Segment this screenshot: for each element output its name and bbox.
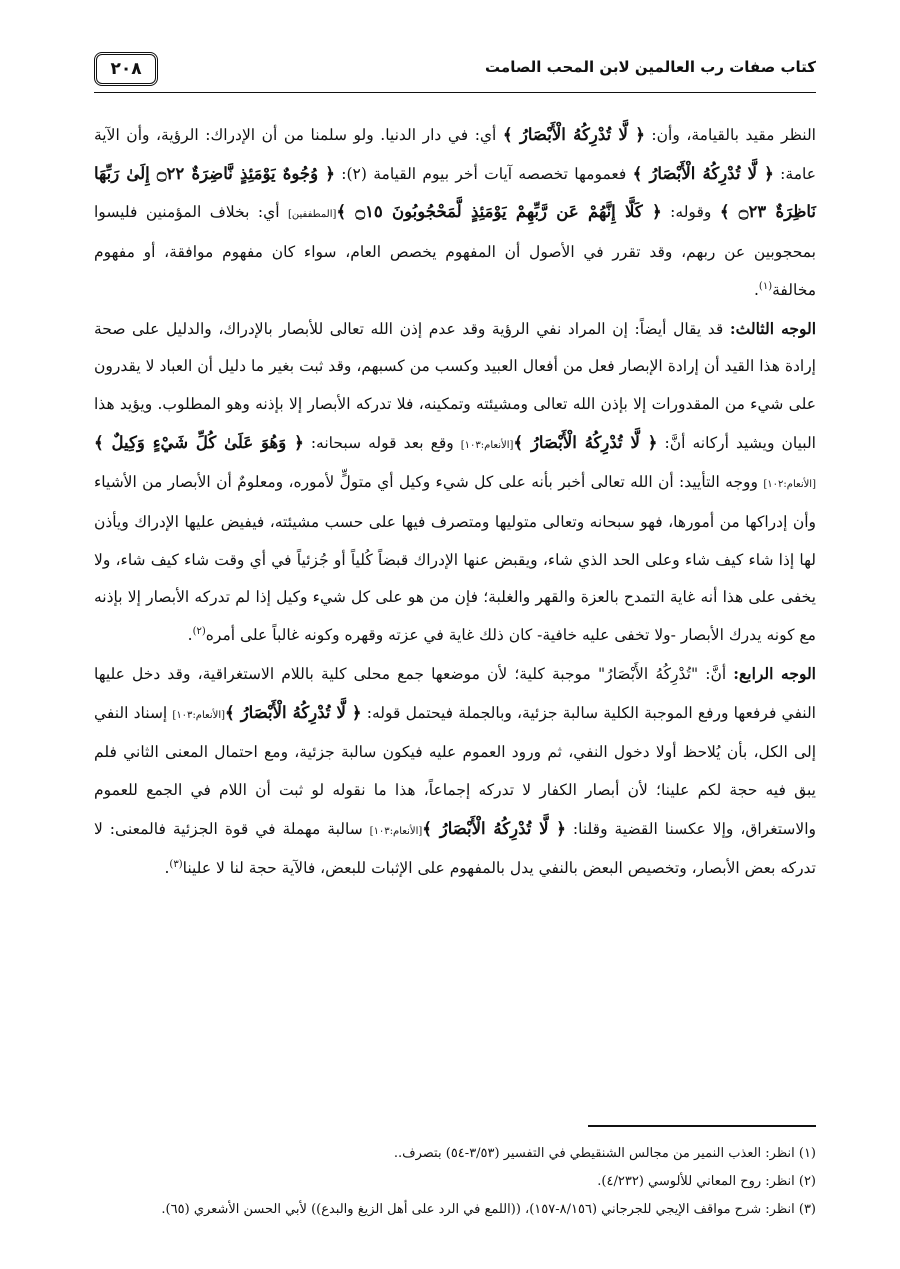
verse-citation: [الأنعام:١٠٣]: [172, 709, 226, 721]
text-run: إسناد النفي إلى الكل، بأن يُلاحظ أولا دخول النفي، ثم ورود العموم عليه فيكون سالبة جزئية، ومع احتمال المعنى الثاني فلم يبق فيه حجة لكم علينا؛ لأن أبصار الكفار لا تدركه إجماعاً، هذا ما نقوله لو ثبت أن اللام في الجمع للعموم والاستغراق، وإلا عكسنا القضية وقلنا:: [94, 703, 816, 838]
footnote-ref-1[interactable]: (١): [758, 280, 773, 292]
quran-verse: ﴿ كَلَّا إِنَّهُمْ عَن رَّبِّهِمْ يَوْمَئِذٍ لَّمَحْجُوبُونَ ۝١٥ ﴾: [336, 202, 662, 222]
quran-verse: ﴿ لَّا تُدْرِكُهُ الْأَبْصَارُ ﴾: [502, 125, 645, 144]
quran-verse: ﴿ لَّا تُدْرِكُهُ الْأَبْصَارُ ﴾: [225, 702, 362, 722]
footnote-2: (٢) انظر: روح المعاني للألوسي (٤/٢٣٢).: [597, 1174, 816, 1189]
footnote-3: (٣) انظر: شرح مواقف الإيجي للجرجاني (٨/١٥٦-١٥٧)، ((اللمع في الرد على أهل الزيغ والبدع)) لأبي الحسن الأشعري (٦٥).: [161, 1202, 816, 1217]
text-run: فعمومها تخصصه آيات أخر بيوم القيامة (٢):: [334, 164, 633, 183]
paragraph-2: [94, 310, 816, 655]
quran-verse: ﴿ وَهُوَ عَلَىٰ كُلِّ شَيْءٍ وَكِيلٌ ﴾: [94, 432, 304, 452]
page-number: ٢٠٨: [94, 52, 158, 86]
quran-verse: ﴿ لَّا تُدْرِكُهُ الْأَبْصَارُ ﴾: [422, 818, 566, 838]
text-run: قد يقال أيضاً: إن المراد نفي الرؤية وقد عدم إذن الله تعالى للأبصار بالإدراك، والدليل على صحة إرادة هذا القيد أن إرادة الإبصار فعل من أفعال العبيد وكسب من كسبهم، وقد ثبت بغير ما دليل أن العباد لا يقدرون على شيء من المقدورات إلا بإذن الله تعالى ومشيئته وتمكينه، فلا تدركه الأبصار إلا بإذنه وهو المطلوب. ويؤيد هذا البيان ويشيد أركانه أنَّ:: [94, 319, 816, 452]
text-run: النظر مقيد بالقيامة، وأن:: [644, 126, 816, 144]
verse-citation: [الأنعام:١٠٣]: [460, 439, 514, 451]
paragraph-1: [94, 116, 816, 310]
text-run: .: [187, 626, 193, 645]
section-label: الوجه الثالث:: [729, 318, 816, 338]
footnotes: [94, 1140, 816, 1224]
footnote-ref-2[interactable]: (٢): [192, 625, 206, 637]
text-run: وقوله:: [661, 203, 720, 222]
text-run: أي: في دار الدنيا. ولو سلمنا من أن الإدراك: الرؤية، وأن الآية عامة:: [94, 126, 816, 183]
header-divider: [94, 92, 816, 93]
quran-verse: ﴿ لَّا تُدْرِكُهُ الْأَبْصَارُ ﴾: [632, 163, 774, 183]
quran-verse: ﴿ وُجُوهٌ يَوْمَئِذٍ نَّاضِرَةٌ ۝٢٢ إِلَىٰ رَبِّهَا نَاظِرَةٌ ۝٢٣ ﴾: [94, 163, 816, 222]
text-run: وقع بعد قوله سبحانه:: [303, 433, 461, 452]
footnote-ref-3[interactable]: (٣): [169, 859, 183, 871]
text-run: .: [164, 859, 170, 878]
verse-citation: [المطففين]: [288, 209, 337, 221]
text-run: سالبة مهملة في قوة الجزئية فالمعنى: لا تدركه بعض الأبصار، وتخصيص البعض بالنفي يدل بالمفهوم على الإثبات للبعض، فالآية حجة لنا لا علينا: [94, 819, 816, 878]
verse-citation: [الأنعام:١٠٣]: [369, 825, 423, 837]
running-header: [94, 52, 816, 92]
footnote-divider: [588, 1125, 816, 1127]
footnote-1: (١) انظر: العذب النمير من مجالس الشنقيطي في التفسير (٣/٥٣-٥٤) بتصرف..: [393, 1146, 816, 1161]
paragraph-3: [94, 655, 816, 888]
text-run: أي: بخلاف المؤمنين فليسوا بمحجوبين عن ربهم، وقد تقرر في الأصول أن المفهوم يخصص العام، سواء كان مفهوم موافقة، أو مفهوم مخالفة: [94, 203, 816, 299]
section-label: الوجه الرابع:: [733, 663, 816, 683]
book-title: كتاب صفات رب العالمين لابن المحب الصامت: [485, 58, 816, 76]
text-run: أنَّ: "تُدْرِكُهُ الأَبْصَارُ" موجبة كلية؛ لأن موضعها جمع محلى كلية باللام الاستغراقية، وقد دخل عليها النفي فرفعها ورفع الموجبة الكلية سالبة جزئية، وبالجملة فيحتمل قوله:: [94, 664, 816, 722]
verse-citation: [الأنعام:١٠٢]: [763, 479, 816, 491]
text-run: .: [753, 280, 759, 299]
quran-verse: ﴿ لَّا تُدْرِكُهُ الْأَبْصَارُ ﴾: [513, 432, 658, 452]
text-run: ووجه التأييد: أن الله تعالى أخبر بأنه على كل شيء وكيل أي متولٍّ لأموره، ومعلومٌ أن الأبصار من الأشياء وأن إدراكها من أمورها، فهو سبحانه وتعالى متوليها ومتصرف فيها على حسب مشيئته، فيفيض عليها الإدراك ويأذن لها إذا شاء كيف شاء وعلى الحد الذي شاء، ويقبض عنها الإدراك قبضاً كُلياً أو جُزئياً في أي وقت شاء كيف شاء، ولا يخفى على هذا أنه غاية التمدح بالعزة والقهر والغلبة؛ فإن من هو على كل شيء وكيل إذا لم تدركه الأبصار إلا بإذنه مع كونه يدرك الأبصار -ولا تخفى عليه خافية- كان ذلك غاية في عزته وقهره وكونه غالباً على أمره: [94, 473, 816, 645]
main-text: [94, 116, 816, 888]
